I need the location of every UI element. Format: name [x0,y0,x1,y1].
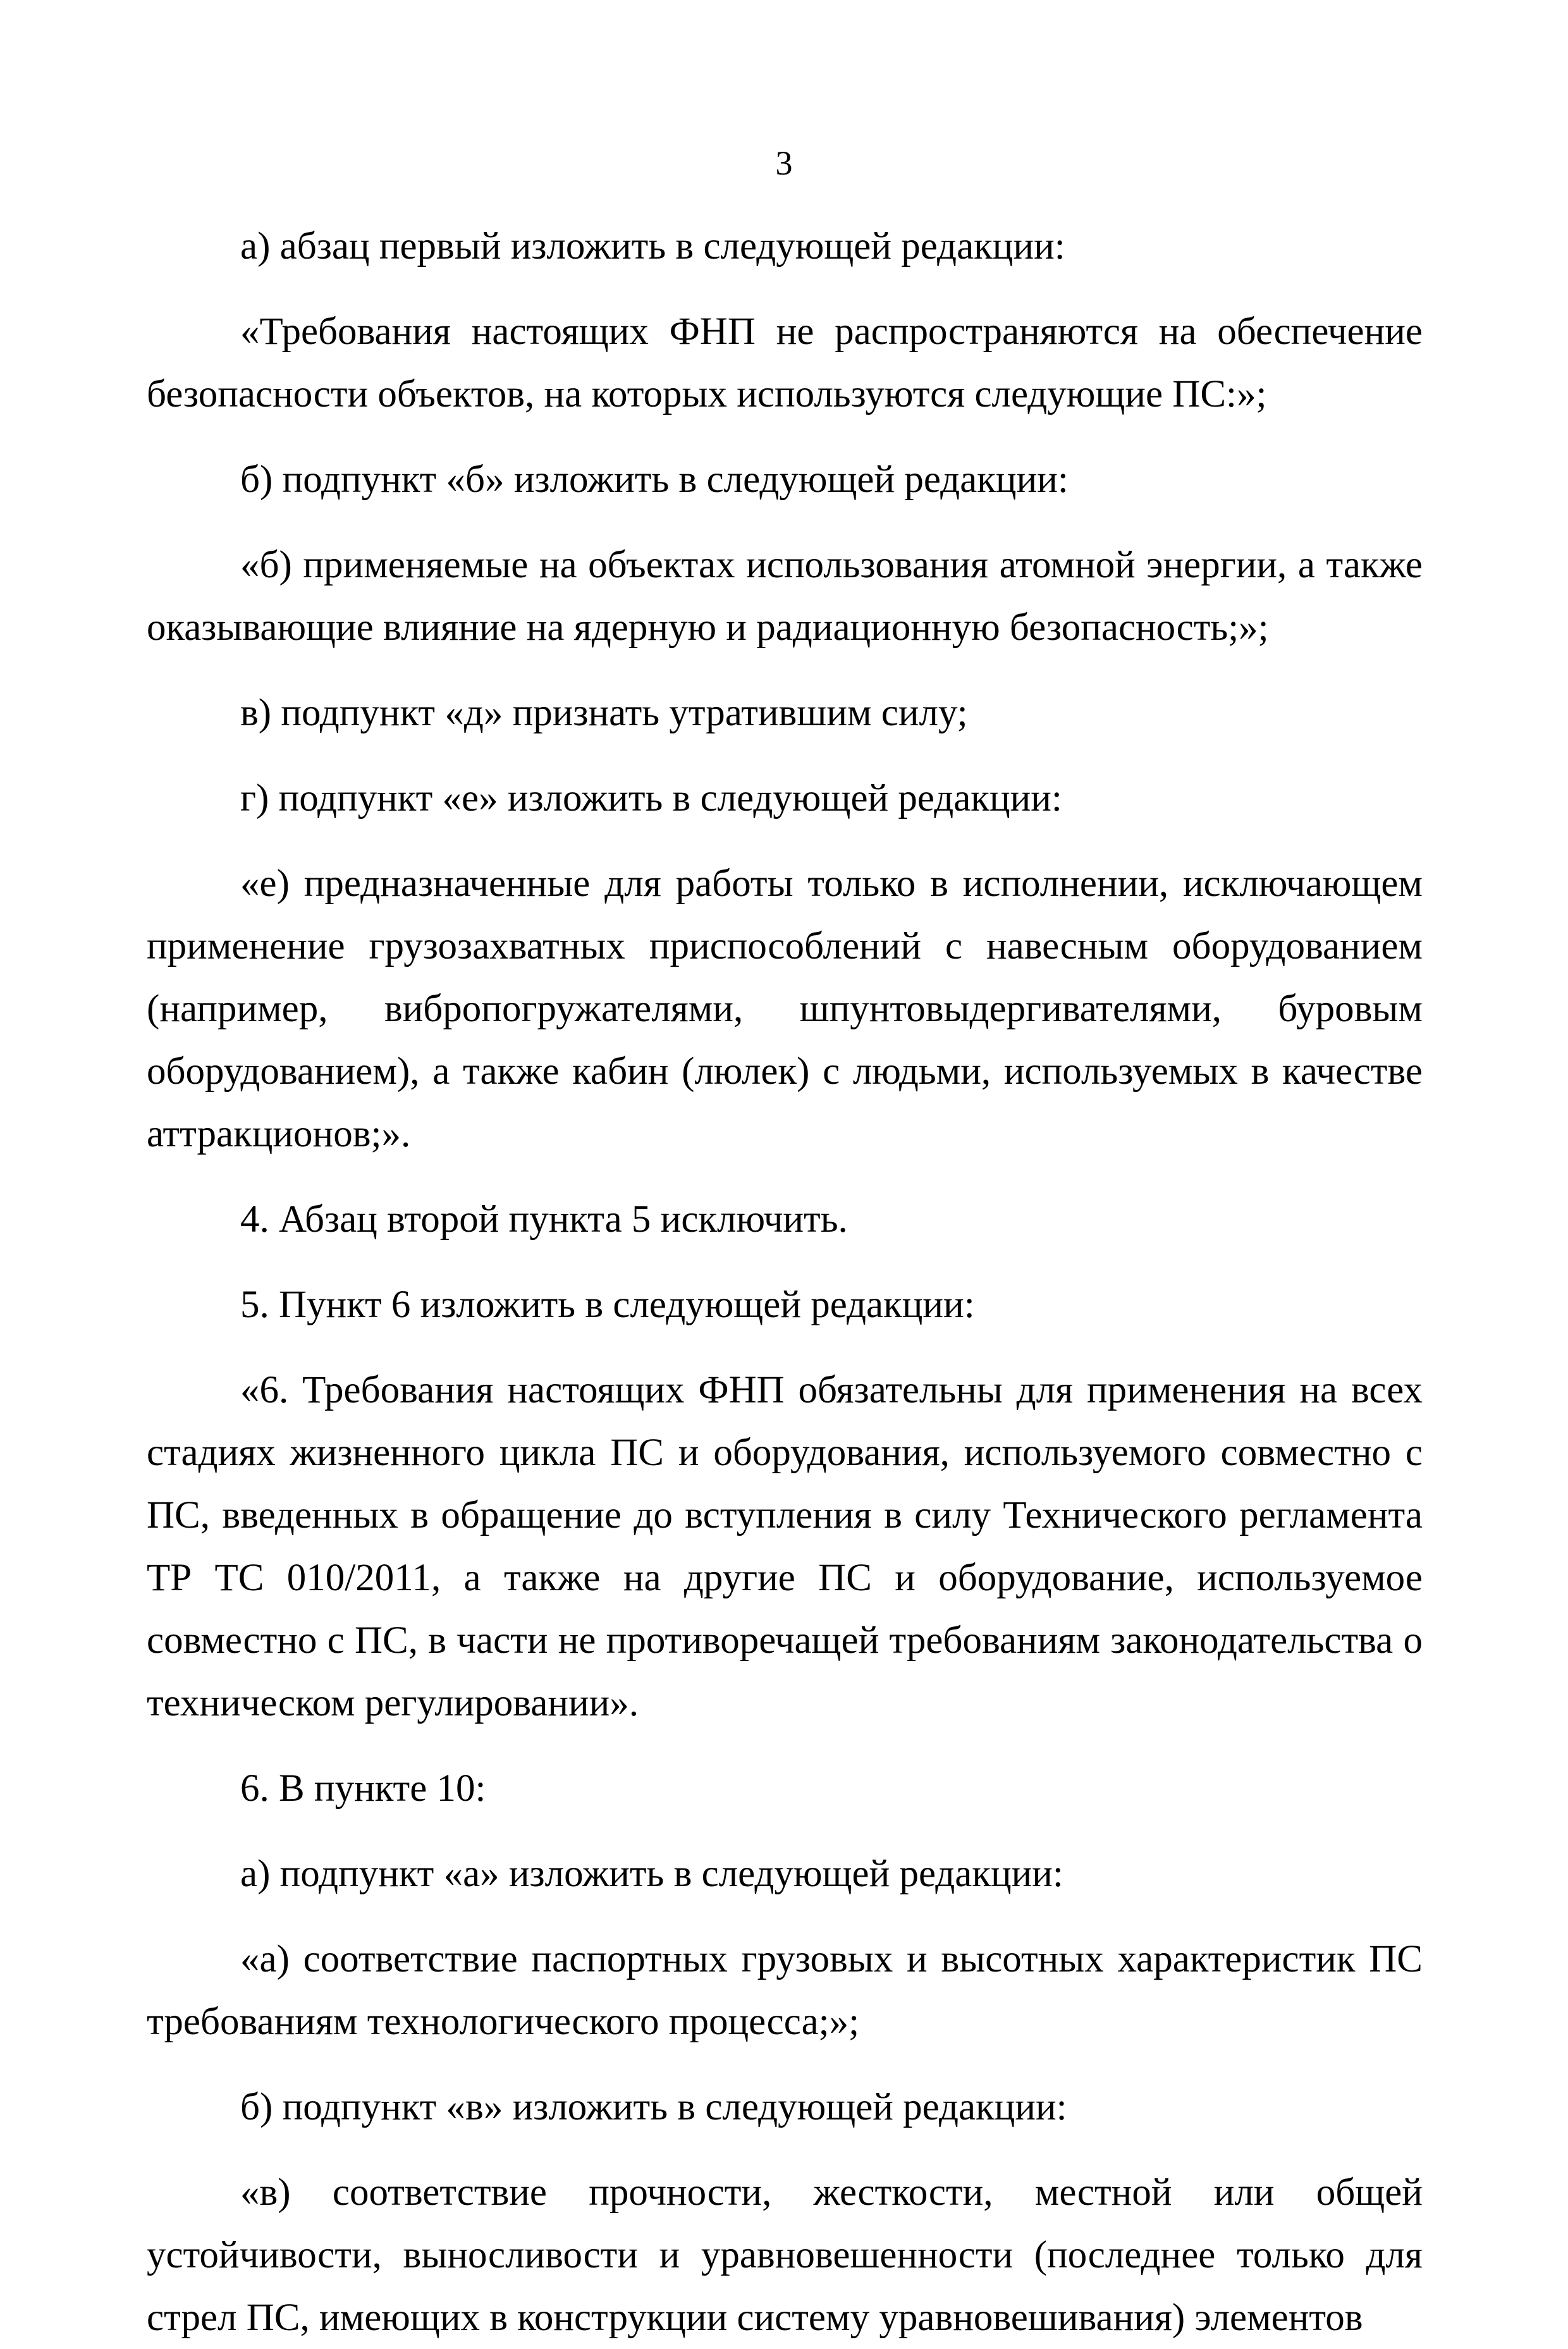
paragraph: «в) соответствие прочности, жесткости, местной или общей устойчивости, выносливости и уравновешенности (последнее только для стрел ПС, имеющих в конструкции систему уравновешивания) элементов [147,2171,1423,2339]
paragraph: 4. Абзац второй пункта 5 исключить. [240,1198,848,1241]
paragraph: «е) предназначенные для работы только в исполнении, исключающем применение грузозахватных приспособлений с навесным оборудованием (например, вибропогружателями, шпунтовыдергивателями, буровым оборудованием), а также кабин (люлек) с людьми, используемых в качестве аттракционов;». [147,862,1423,1155]
paragraph: «Требования настоящих ФНП не распространяются на обеспечение безопасности объектов, на которых используются следующие ПС:»; [147,310,1423,415]
paragraph: а) абзац первый изложить в следующей редакции: [240,225,1065,267]
paragraph: а) подпункт «а» изложить в следующей редакции: [240,1853,1063,1895]
paragraph: в) подпункт «д» признать утратившим силу; [240,692,968,734]
paragraph: б) подпункт «в» изложить в следующей редакции: [240,2086,1067,2128]
paragraph: б) подпункт «б» изложить в следующей редакции: [240,458,1069,501]
paragraph: г) подпункт «е» изложить в следующей редакции: [240,777,1062,819]
document-body [147,215,1423,2349]
paragraph: «6. Требования настоящих ФНП обязательны для применения на всех стадиях жизненного цикла ПС и оборудования, используемого совместно с ПС, введенных в обращение до вступления в силу Технического регламента ТР ТС 010/2011, а также на другие ПС и оборудование, используемое совместно с ПС, в части не противоречащей требованиям законодательства о техническом регулировании». [147,1369,1423,1724]
paragraph: 6. В пункте 10: [240,1767,486,1810]
paragraph: «а) соответствие паспортных грузовых и высотных характеристик ПС требованиям технологического процесса;»; [147,1938,1423,2043]
paragraph: «б) применяемые на объектах использования атомной энергии, а также оказывающие влияние на ядерную и радиационную безопасность;»; [147,544,1423,649]
paragraph: 5. Пункт 6 изложить в следующей редакции: [240,1284,975,1326]
page-number: 3 [775,144,793,182]
